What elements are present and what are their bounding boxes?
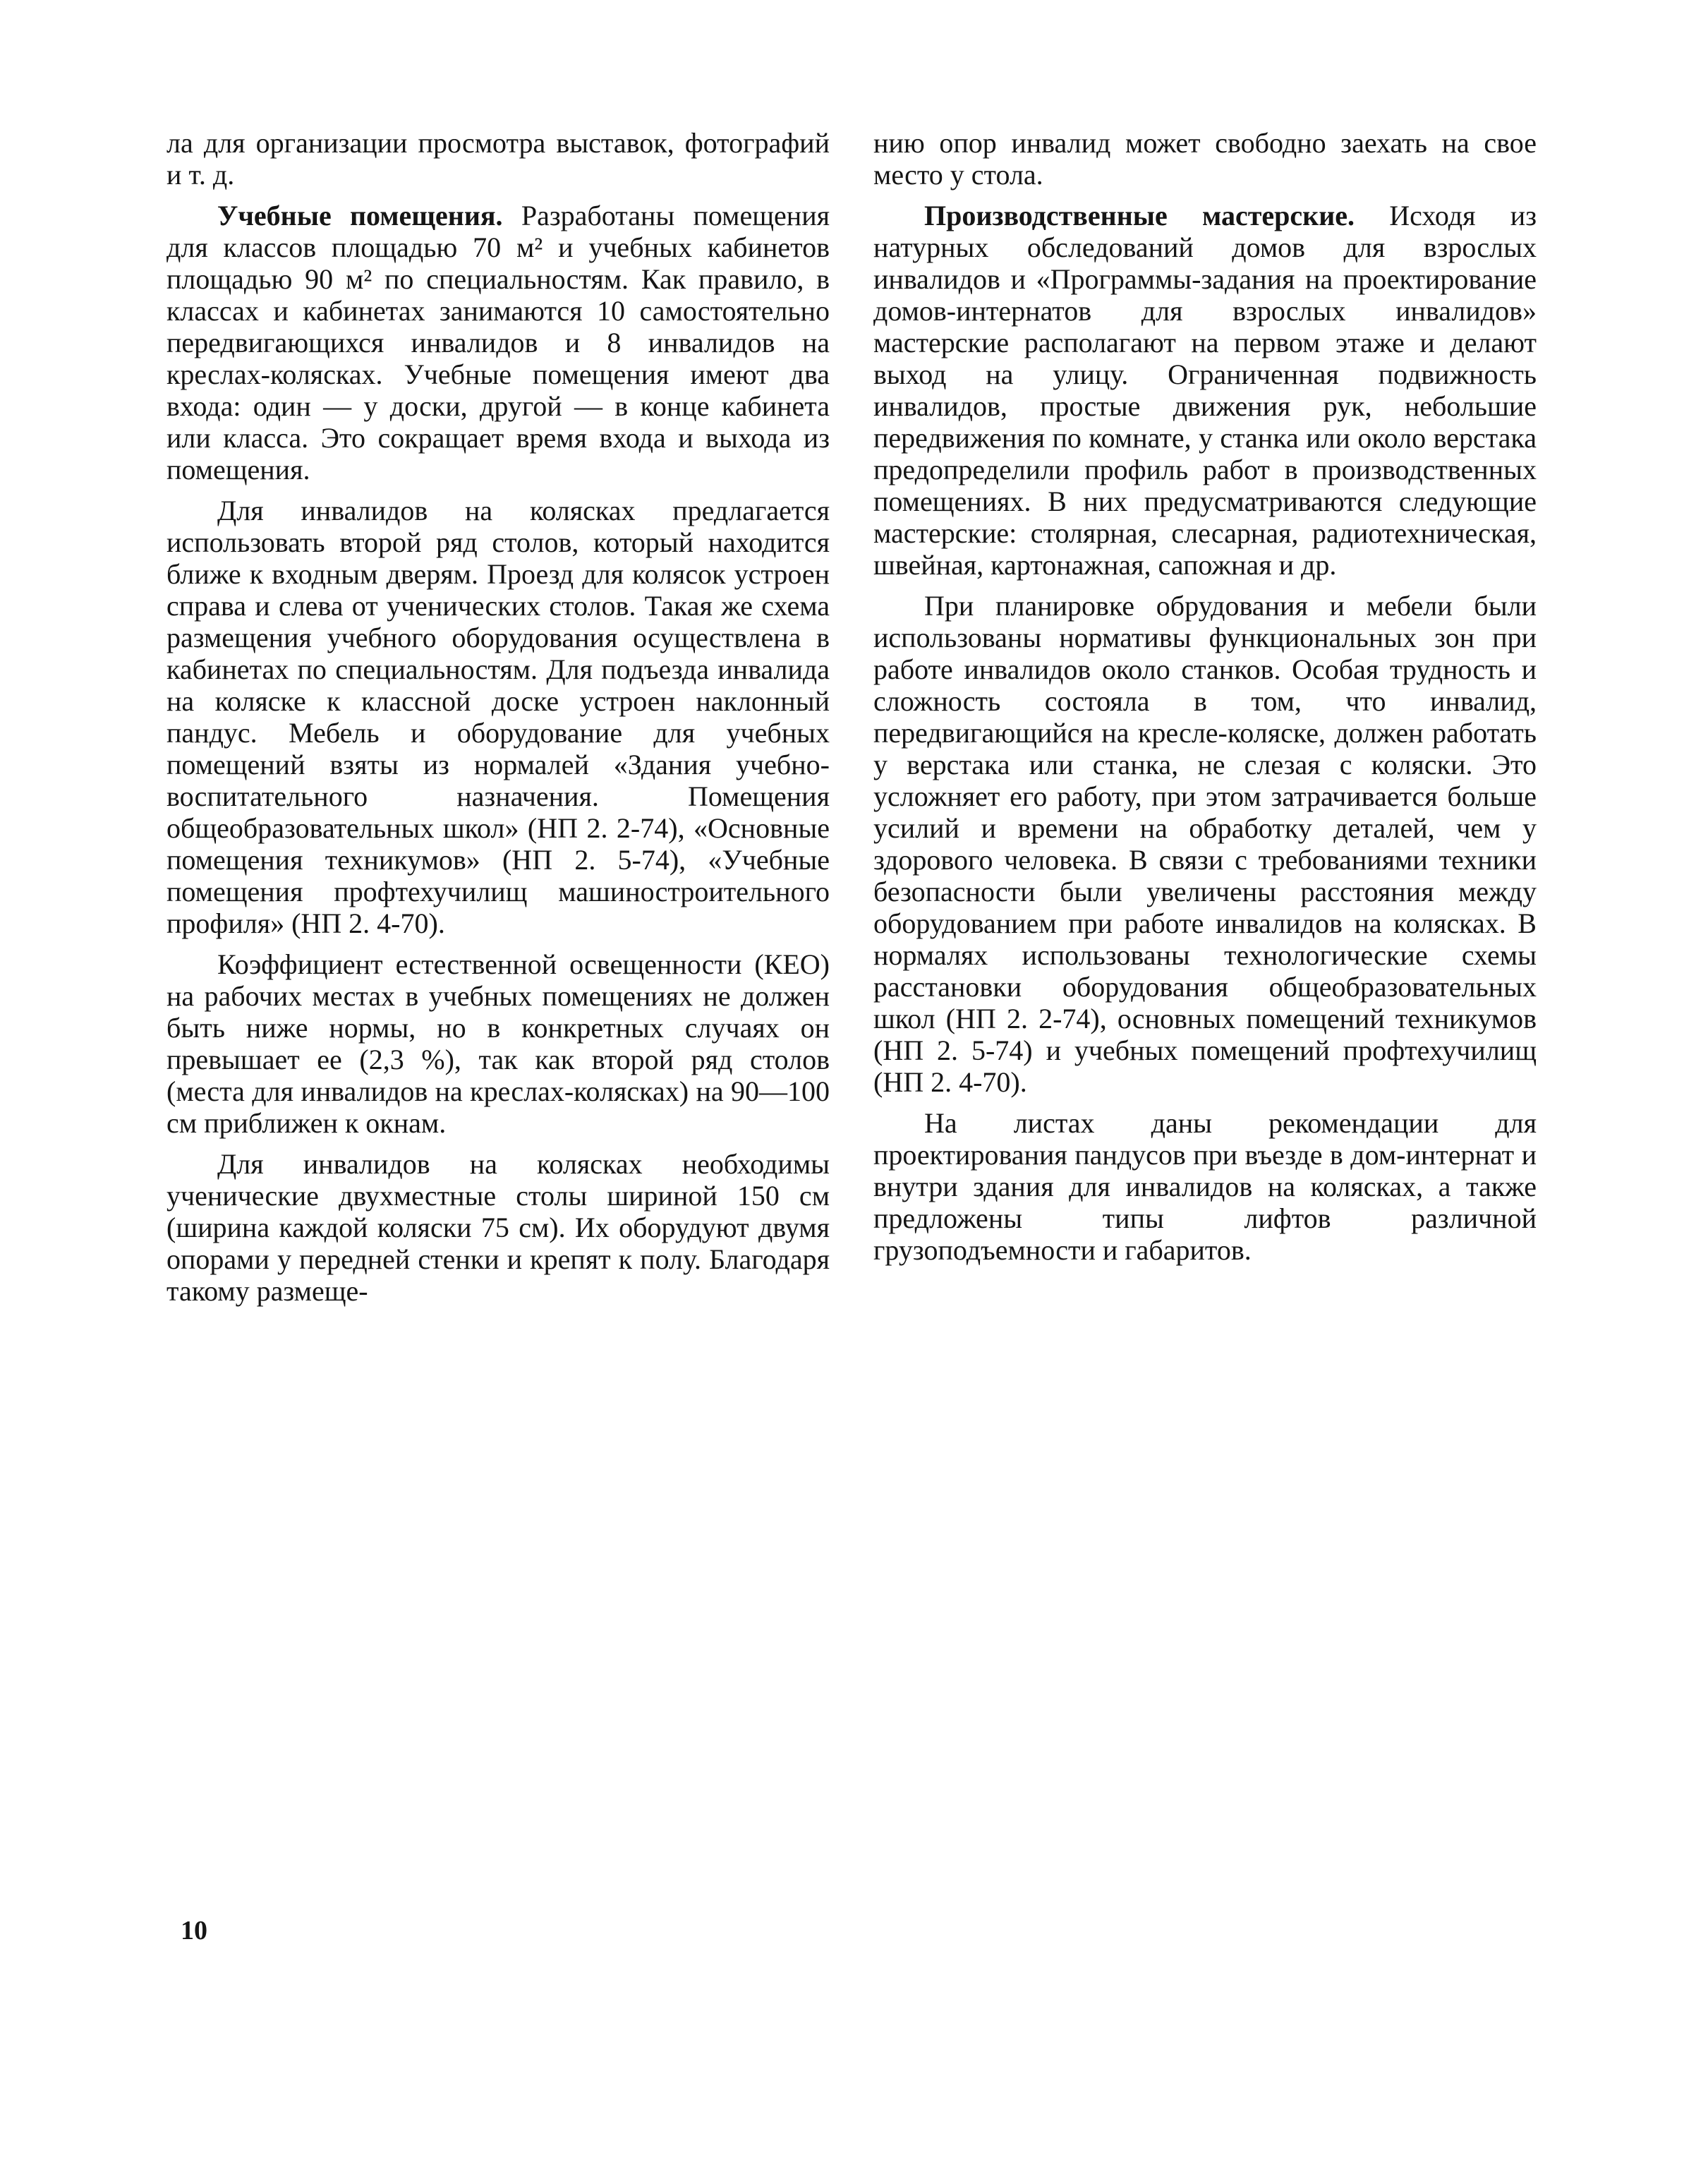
paragraph-workshops xyxy=(873,200,1537,581)
paragraph-text: Исходя из натурных обследований домов для взрослых инвалидов и «Программы-задания на проектирование домов-интернатов для взрослых инвалидов» мастерские располагают на первом этаже и делают выход на улицу. Ограниченная подвижность инвалидов, простые движения рук, небольшие передвижения по комнате, у станка или около верстака предопределили профиль работ в производственных помещениях. В них предусматриваются следующие мастерские: столярная, слесарная, радиотехническая, швейная, картонажная, сапожная и др. xyxy=(873,200,1537,581)
paragraph-wheelchair-desks: Для инвалидов на колясках предлагается использовать второй ряд столов, который находится ближе к входным дверям. Проезд для колясок устроен справа и слева от ученических столов. Такая же схема размещения учебного оборудования осуществлена в кабинетах по специальностям. Для подъезда инвалида на коляске к классной доске устроен наклонный пандус. Мебель и оборудование для учебных помещений взяты из нормалей «Здания учебно-воспитательного назначения. Помещения общеобразовательных школ» (НП 2. 2-74), «Основные помещения техникумов» (НП 2. 5-74), «Учебные помещения профтехучилищ машиностроительного профиля» (НП 2. 4-70). xyxy=(166,495,830,939)
paragraph-study-rooms xyxy=(166,200,830,485)
paragraph-double-desks: Для инвалидов на колясках необходимы ученические двухместные столы шириной 150 см (ширина каждой коляски 75 см). Их оборудуют двумя опорами у передней стенки и крепят к полу. Благодаря такому размеще- xyxy=(166,1148,830,1307)
paragraph-ramps-lifts: На листах даны рекомендации для проектирования пандусов при въезде в дом-интернат и внутри здания для инвалидов на колясках, а также предложены типы лифтов различной грузоподъемности и габаритов. xyxy=(873,1107,1537,1266)
paragraph-text: Разработаны помещения для классов площадью 70 м² и учебных кабинетов площадью 90 м² по специальностям. Как правило, в классах и кабинетах занимаются 10 самостоятельно передвигающихся инвалидов и 8 инвалидов на креслах-колясках. Учебные помещения имеют два входа: один — у доски, другой — в конце кабинета или класса. Это сокращает время входа и выхода из помещения. xyxy=(166,200,830,485)
paragraph-equipment-planning: При планировке обрудования и мебели были использованы нормативы функциональных зон при работе инвалидов около станков. Особая трудность и сложность состояла в том, что инвалид, передвигающийся на кресле-коляске, должен работать у верстака или станка, не слезая с коляски. Это усложняет его работу, при этом затрачивается больше усилий и времени на обработку деталей, чем у здорового человека. В связи с требованиями техники безопасности были увеличены расстояния между оборудованием при работе инвалидов на колясках. В нормалях использованы технологические схемы расстановки оборудования общеобразовательных школ (НП 2. 2-74), основных помещений техникумов (НП 2. 5-74) и учебных помещений профтехучилищ (НП 2. 4-70). xyxy=(873,590,1537,1098)
section-heading-workshops: Производственные мастерские. xyxy=(924,200,1355,231)
section-heading-study-rooms: Учебные помещения. xyxy=(217,200,503,231)
paragraph-continuation: ла для организации просмотра выставок, фотографий и т. д. xyxy=(166,127,830,191)
paragraph-continuation: нию опор инвалид может свободно заехать на свое место у стола. xyxy=(873,127,1537,191)
paragraph-daylight-factor: Коэффициент естественной освещенности (КЕО) на рабочих местах в учебных помещениях не должен быть ниже нормы, но в конкретных случаях он превышает ее (2,3 %), так как второй ряд столов (места для инвалидов на креслах-колясках) на 90—100 см приближен к окнам. xyxy=(166,948,830,1139)
right-column xyxy=(873,127,1537,1275)
left-column xyxy=(166,127,830,1316)
page-number: 10 xyxy=(181,1916,207,1945)
